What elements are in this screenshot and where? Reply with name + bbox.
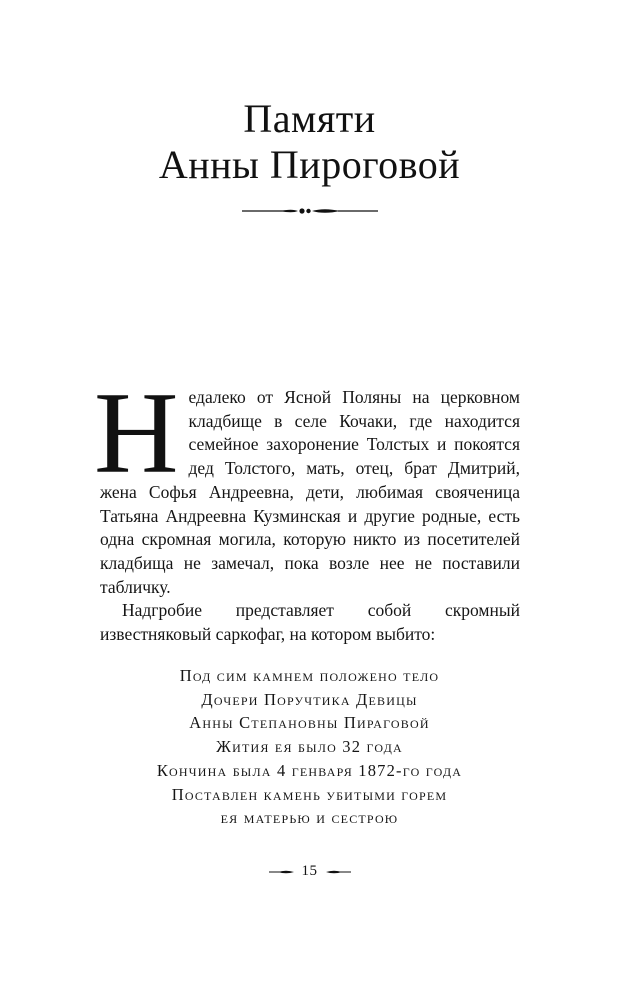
chapter-title (0, 96, 619, 188)
folio (268, 862, 352, 881)
arrow-flourish-left-icon (268, 862, 296, 881)
arrow-flourish-right-icon (324, 862, 352, 881)
inscription-line: Под сим камнем положено тело (179, 666, 440, 685)
paragraph-first-text: едалеко от Ясной Поляны на церковном кладбище в селе Кочаки, где находится семейное захоронение Толстых и покоятся дед Толстого, мать, отец, брат Дмитрий, жена Софья Андреевна, дети, любимая свояченица Татьяна Андреевна Кузминская и другие родные, есть одна скромная могила, которую никто из посетителей кладбища не замечал, пока возле нее не поставили табличку. (100, 387, 520, 597)
flourish-divider-icon (0, 204, 619, 218)
page-footer (0, 862, 619, 882)
inscription-line: ея матерью и сестрою (220, 808, 399, 828)
inscription-line: Анны Степановны Пираговой (189, 713, 430, 733)
inscription-line: Дочери Поручтика Девицы (201, 689, 418, 709)
tomb-inscription (0, 664, 619, 830)
inscription-line: Жития ея было 32 года (216, 737, 403, 757)
paragraph-second: Надгробие представляет собой скромный известняковый саркофаг, на котором выбито: (100, 600, 520, 645)
page-number: 15 (301, 863, 318, 879)
inscription-line: Поставлен камень убитыми горем (171, 784, 448, 804)
drop-cap: Н (94, 369, 179, 498)
paragraph-first (94, 369, 520, 599)
body-text (94, 369, 520, 647)
title-line-2: Анны Пироговой (158, 142, 461, 187)
title-line-1: Памяти (243, 96, 376, 141)
inscription-line: Кончина была 4 генваря 1872-го года (156, 760, 463, 780)
